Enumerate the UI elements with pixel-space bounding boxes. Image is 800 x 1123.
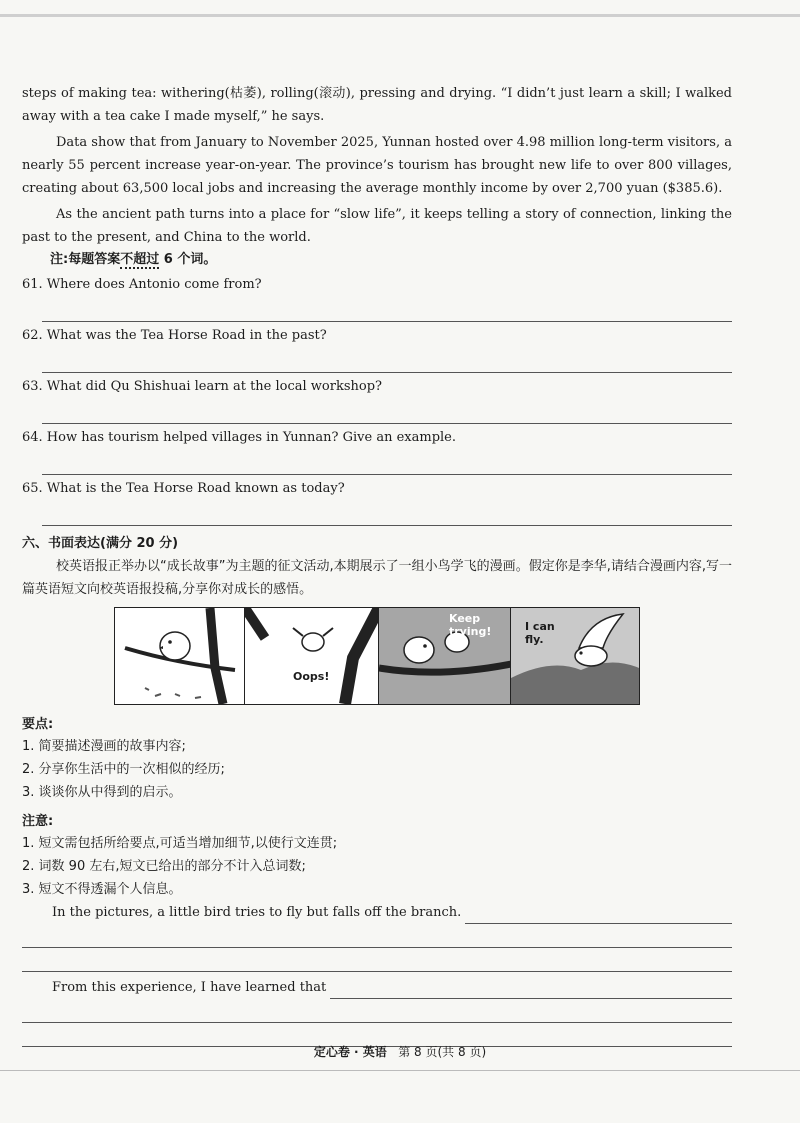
comic-panel-3 bbox=[378, 607, 512, 705]
comic-bubble-i-can-fly: I can fly. bbox=[525, 620, 555, 646]
writing-start-sentence: In the pictures, a little bird tries to fly but falls off the branch. bbox=[52, 905, 462, 920]
writing-blank-1[interactable] bbox=[465, 905, 732, 924]
footer-brand: 定心卷 · 英语 bbox=[313, 1045, 387, 1059]
writing-blank-4[interactable] bbox=[330, 980, 732, 999]
question-65: 65. What is the Tea Horse Road known as today? bbox=[22, 481, 345, 496]
page-footer bbox=[0, 1043, 800, 1060]
comic-panel-2 bbox=[244, 607, 380, 705]
question-list bbox=[22, 273, 732, 526]
key-points-title: 要点: bbox=[22, 717, 54, 732]
notes-title: 注意: bbox=[22, 814, 54, 829]
comic-bubble-keep-trying: Keep trying! bbox=[449, 612, 492, 638]
question-62: 62. What was the Tea Horse Road in the past? bbox=[22, 328, 327, 343]
passage-para1: steps of making tea: withering(枯萎), rolling(滚动), pressing and drying. “I didn’t just learn a skill; I walked away with a tea cake I made myself,” he says. bbox=[22, 86, 732, 124]
writing-blank-2[interactable] bbox=[22, 924, 732, 948]
note-1: 1. 短文需包括所给要点,可适当增加细节,以使行文连贯; bbox=[22, 836, 338, 851]
writing-blank-3[interactable] bbox=[22, 948, 732, 972]
comic-bubble-oops: Oops! bbox=[293, 670, 330, 683]
answer-note: 注:每题答案不超过 6 个词。 bbox=[50, 252, 217, 267]
answer-line-63[interactable] bbox=[42, 399, 732, 424]
falling-bird-image bbox=[245, 608, 379, 704]
writing-blank-5[interactable] bbox=[22, 999, 732, 1023]
bird-on-branch-image bbox=[115, 608, 245, 704]
content-area bbox=[22, 82, 732, 1047]
question-61: 61. Where does Antonio come from? bbox=[22, 277, 262, 292]
passage-para3: As the ancient path turns into a place for “slow life”, it keeps telling a story of connection, linking the past to the present, and China to the world. bbox=[22, 207, 732, 245]
question-64: 64. How has tourism helped villages in Yunnan? Give an example. bbox=[22, 430, 456, 445]
answer-line-62[interactable] bbox=[42, 348, 732, 373]
key-point-2: 2. 分享你生活中的一次相似的经历; bbox=[22, 762, 225, 777]
writing-section-title: 六、书面表达(满分 20 分) bbox=[22, 536, 179, 551]
key-point-1: 1. 简要描述漫画的故事内容; bbox=[22, 739, 186, 754]
writing-start-line-1 bbox=[52, 901, 732, 924]
note-3: 3. 短文不得透漏个人信息。 bbox=[22, 882, 182, 897]
answer-line-65[interactable] bbox=[42, 501, 732, 526]
writing-prompt: 校英语报正举办以“成长故事”为主题的征文活动,本期展示了一组小鸟学飞的漫画。假定你是李华,请结合漫画内容,写一篇英语短文向校英语报投稿,分享你对成长的感悟。 bbox=[22, 559, 732, 597]
key-point-3: 3. 谈谈你从中得到的启示。 bbox=[22, 785, 182, 800]
writing-ending-sentence: From this experience, I have learned that bbox=[52, 980, 327, 995]
note-emphasis: 不超过 bbox=[120, 252, 160, 267]
comic-panel-1 bbox=[114, 607, 246, 705]
writing-start-line-2 bbox=[52, 976, 732, 999]
passage-para2: Data show that from January to November 2025, Yunnan hosted over 4.98 million long-term visitors, a nearly 55 percent increase year-on-year. The province’s tourism has brought new life to over 800 villages, creating about 63,500 local jobs and increasing the average monthly income by over 2,700 yuan ($385.6). bbox=[22, 135, 732, 196]
comic-strip bbox=[114, 607, 644, 707]
top-rule bbox=[0, 14, 800, 17]
comic-panel-4 bbox=[510, 607, 640, 705]
answer-line-64[interactable] bbox=[42, 450, 732, 475]
question-63: 63. What did Qu Shishuai learn at the local workshop? bbox=[22, 379, 383, 394]
note-2: 2. 词数 90 左右,短文已给出的部分不计入总词数; bbox=[22, 859, 306, 874]
footer-page-number: 第 8 页(共 8 页) bbox=[398, 1045, 487, 1059]
answer-line-61[interactable] bbox=[42, 297, 732, 322]
bottom-rule bbox=[0, 1070, 800, 1071]
